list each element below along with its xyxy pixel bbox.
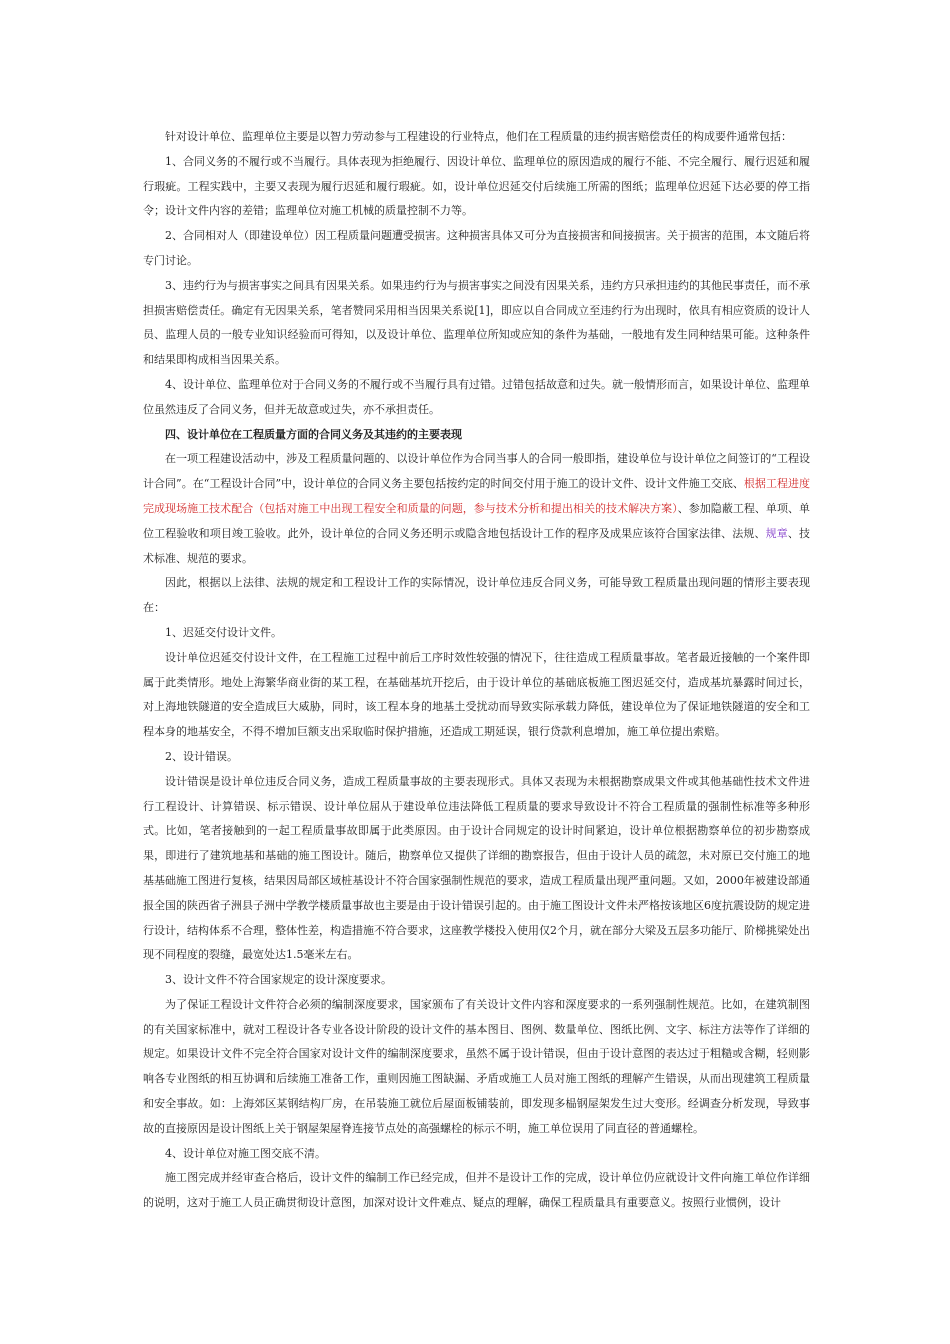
paragraph-delay: 设计单位迟延交付设计文件，在工程施工过程中前后工序时效性较强的情况下，往往造成工程质量事故。笔者最近接触的一个案件即属于此类情形。地处上海繁华商业街的某工程，在基础基坑开挖后，由于设计单位的基础底板施工图迟延交付，造成基坑暴露时间过长，对上海地铁隧道的安全造成巨大威胁，同时，该工程本身的地基土受扰动而导致实际承载力降低，建设单位为了保证地铁隧道的安全和工程本身的地基安全，不得不增加巨额支出采取临时保护措施，还造成工期延误，银行贷款利息增加，施工单位提出索赔。 [143,650,810,739]
paragraph-summary: 因此，根据以上法律、法规的规定和工程设计工作的实际情况，设计单位违反合同义务，可能导致工程质量出现问题的情形主要表现在： [143,576,810,615]
highlighted-text: 根据工程进度完成现场施工技术配合（包括对施工中出现工程安全和质量的问题，参与技术分析和提出相关的技术解决方案） [143,477,810,515]
paragraph-item-1: 1、合同义务的不履行或不当履行。具体表现为拒绝履行、因设计单位、监理单位的原因造成的履行不能、不完全履行、履行迟延和履行瑕疵。工程实践中，主要又表现为履行迟延和履行瑕疵。如，设计单位迟延交付后续施工所需的图纸；监理单位迟延下达必要的停工指令；设计文件内容的差错；监理单位对施工机械的质量控制不力等。 [143,154,810,218]
paragraph-item-3: 3、违约行为与损害事实之间具有因果关系。如果违约行为与损害事实之间没有因果关系，违约方只承担违约的其他民事责任，而不承担损害赔偿责任。确定有无因果关系，笔者赞同采用相当因果关系说[1]，即应以自合同成立至违约行为出现时，依具有相应资质的设计人员、监理人员的一般专业知识经验而可得知，以及设计单位、监理单位所知或应知的条件为基础，一般地有发生同种结果可能。这种条件和结果即构成相当因果关系。 [143,278,810,367]
subheading-briefing: 4、设计单位对施工图交底不清。 [165,1146,326,1160]
contract-text-a: 在一项工程建设活动中，涉及工程质量问题的、以设计单位作为合同当事人的合同一般即指，建设单位与设计单位之间签订的“工程设计合同”。在“工程设计合同”中，设计单位的合同义务主要包括按约定的时间交付用于施工的设计文件、设计文件施工交底、 [143,452,810,491]
subheading-delay: 1、迟延交付设计文件。 [165,625,282,639]
paragraph-design-contract [143,447,810,571]
paragraph-intro: 针对设计单位、监理单位主要是以智力劳动参与工程建设的行业特点，他们在工程质量的违约损害赔偿责任的构成要件通常包括： [165,130,792,143]
section-heading-4: 四、设计单位在工程质量方面的合同义务及其违约的主要表现 [165,427,462,441]
contract-text-e: 、技术标准、规范的要求。 [143,526,811,565]
document-body [143,125,810,1216]
subheading-depth: 3、设计文件不符合国家规定的设计深度要求。 [165,973,392,987]
paragraph-item-4: 4、设计单位、监理单位对于合同义务的不履行或不当履行具有过错。过错包括故意和过失。就一般情形而言，如果设计单位、监理单位虽然违反了合同义务，但并无故意或过失，亦不承担责任。 [143,377,810,416]
paragraph-item-2: 2、合同相对人（即建设单位）因工程质量问题遭受损害。这种损害具体又可分为直接损害和间接损害。关于损害的范围，本文随后将专门讨论。 [143,229,810,267]
paragraph-briefing: 施工图完成并经审查合格后，设计文件的编制工作已经完成，但并不是设计工作的完成，设计单位仍应就设计文件向施工单位作详细的说明，这对于施工人员正确贯彻设计意图，加深对设计文件难点、疑点的理解，确保工程质量具有重要意义。按照行业惯例，设计 [143,1171,810,1210]
subheading-error: 2、设计错误。 [165,749,238,763]
paragraph-depth: 为了保证工程设计文件符合必须的编制深度要求，国家颁布了有关设计文件内容和深度要求的一系列强制性规范。比如，在建筑制图的有关国家标准中，就对工程设计各专业各设计阶段的设计文件的基本图目、图例、数量单位、图纸比例、文字、标注方法等作了详细的规定。如果设计文件不完全符合国家对设计文件的编制深度要求，虽然不属于设计错误，但由于设计意图的表达过于粗糙或含糊，轻则影响各专业图纸的相互协调和后续施工准备工作，重则因施工图缺漏、矛盾或施工人员对施工图纸的理解产生错误，从而出现建筑工程质量和安全事故。如：上海郊区某钢结构厂房，在吊装施工就位后屋面板铺装前，即发现多榀钢屋架发生过大变形。经调查分析发现，导致事故的直接原因是设计图纸上关于钢屋架屋脊连接节点处的高强螺栓的标示不明，施工单位误用了同直径的普通螺栓。 [143,997,810,1135]
regulation-link[interactable]: 规章 [765,526,788,540]
paragraph-error: 设计错误是设计单位违反合同义务，造成工程质量事故的主要表现形式。具体又表现为未根据勘察成果文件或其他基础性技术文件进行工程设计、计算错误、标示错误、设计单位屈从于建设单位违法降低工程质量的要求导致设计不符合工程质量的强制性标准等多种形式。比如，笔者接触到的一起工程质量事故即属于此类原因。由于设计合同规定的设计时间紧迫，设计单位根据勘察单位的初步勘察成果，即进行了建筑地基和基础的施工图设计。随后，勘察单位又提供了详细的勘察报告，但由于设计人员的疏忽，未对原已交付施工的地基基础施工图进行复核，结果因局部区域桩基设计不符合国家强制性规范的要求，造成工程质量出现严重问题。又如，2000年被建设部通报全国的陕西省子洲县子洲中学教学楼质量事故也主要是由于设计错误引起的。由于施工图设计文件未严格按该地区6度抗震设防的规定进行设计，结构体系不合理，整体性差，构造措施不符合要求，这座教学楼投入使用仅2个月，就在部分大梁及五层多功能厅、阶梯挑梁处出现不同程度的裂缝，最宽处达1.5毫米左右。 [143,774,810,962]
contract-text-c: 、参加隐蔽工程、单项、单位工程验收和项目竣工验收。此外，设计单位的合同义务还明示或隐含地包括设计工作的程序及成果应该符合国家法律、法规、 [143,501,811,540]
